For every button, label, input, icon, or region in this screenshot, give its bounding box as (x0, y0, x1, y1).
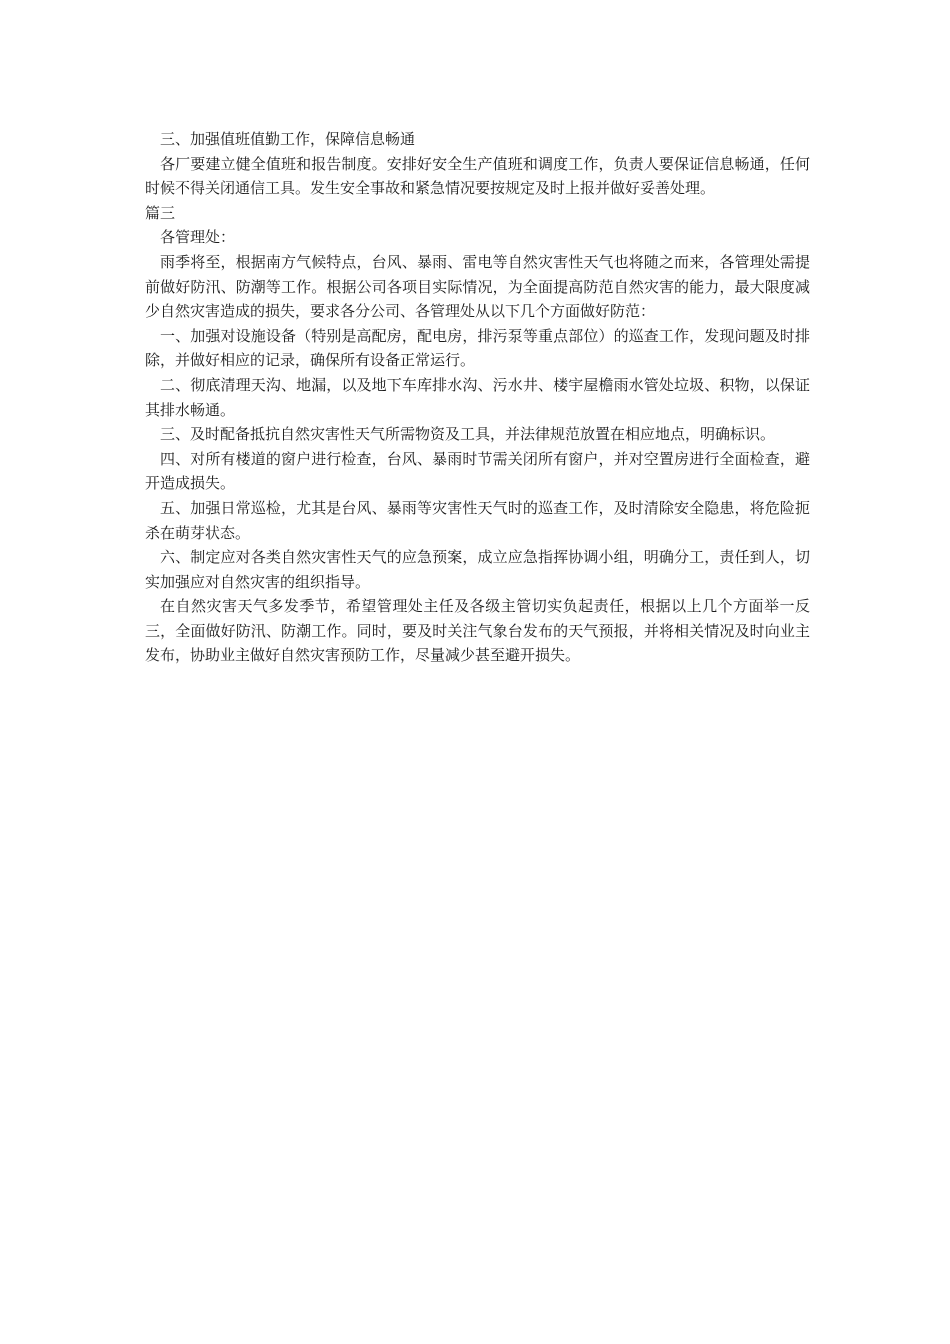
paragraph-closing: 在自然灾害天气多发季节，希望管理处主任及各级主管切实负起责任，根据以上几个方面举一反三，全面做好防汛、防潮工作。同时，要及时关注气象台发布的天气预报，并将相关情况及时向业主发布，协助业主做好自然灾害预防工作，尽量减少甚至避开损失。 (145, 597, 810, 665)
list-item-5: 五、加强日常巡检，尤其是台风、暴雨等灾害性天气时的巡查工作，及时清除安全隐患，将危险扼杀在萌芽状态。 (145, 498, 810, 542)
paragraph-intro: 雨季将至，根据南方气候特点，台风、暴雨、雷电等自然灾害性天气也将随之而来，各管理处需提前做好防汛、防潮等工作。根据公司各项目实际情况，为全面提高防范自然灾害的能力，最大限度减少自然灾害造成的损失，要求各分公司、各管理处从以下几个方面做好防范： (145, 252, 810, 321)
paragraph-duty-reporting: 各厂要建立健全值班和报告制度。安排好安全生产值班和调度工作，负责人要保证信息畅通，任何时候不得关闭通信工具。发生安全事故和紧急情况要按规定及时上报并做好妥善处理。 (145, 154, 810, 198)
list-item-3: 三、及时配备抵抗自然灾害性天气所需物资及工具，并法律规范放置在相应地点，明确标识。 (160, 425, 776, 444)
list-item-6: 六、制定应对各类自然灾害性天气的应急预案，成立应急指挥协调小组，明确分工，责任到人，切实加强应对自然灾害的组织指导。 (145, 548, 810, 591)
document-page (145, 127, 810, 668)
chapter-heading: 篇三 (145, 203, 176, 222)
salutation: 各管理处： (160, 228, 236, 247)
section-heading-duty: 三、加强值班值勤工作，保障信息畅通 (160, 130, 416, 148)
list-item-1: 一、加强对设施设备（特别是高配房，配电房，排污泵等重点部位）的巡查工作，发现问题及时排除，并做好相应的记录，确保所有设备正常运行。 (145, 326, 810, 370)
list-item-2: 二、彻底清理天沟、地漏，以及地下车库排水沟、污水井、楼宇屋檐雨水管处垃圾、积物，以保证其排水畅通。 (145, 375, 810, 419)
list-item-4: 四、对所有楼道的窗户进行检查，台风、暴雨时节需关闭所有窗户，并对空置房进行全面检查，避开造成损失。 (145, 449, 810, 493)
